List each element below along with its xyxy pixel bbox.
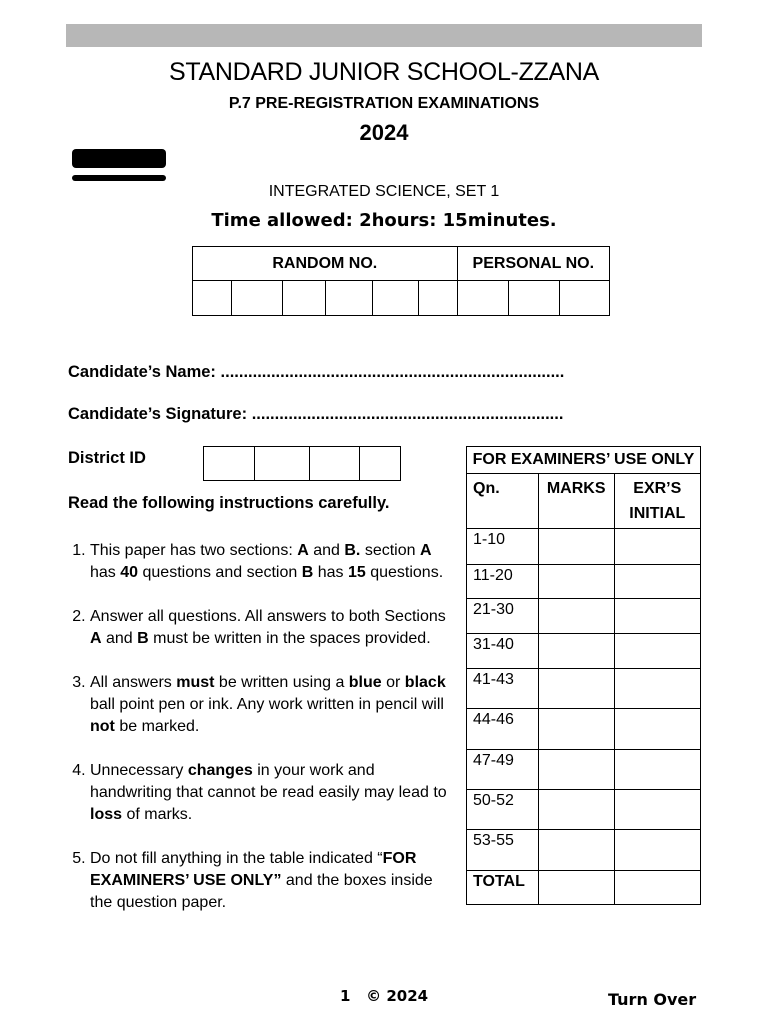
examiners-row <box>467 790 701 830</box>
initial-cell <box>614 750 700 790</box>
initial-cell <box>614 599 700 634</box>
personal-no-box[interactable] <box>457 281 508 316</box>
instruction-text: section <box>360 542 420 559</box>
examiners-row <box>467 709 701 750</box>
instruction-emphasis: B <box>301 564 314 581</box>
instructions-list <box>68 540 448 936</box>
total-marks-cell <box>538 871 614 905</box>
total-label: TOTAL <box>467 871 539 905</box>
time-allowed: Time allowed: 2hours: 15minutes. <box>211 210 557 231</box>
instruction-text: Do not fill anything in the table indicated “ <box>90 850 383 867</box>
col-marks-header: MARKS <box>538 474 614 529</box>
personal-no-box[interactable] <box>559 281 609 316</box>
instruction-item <box>90 760 448 826</box>
marks-cell <box>538 790 614 830</box>
exam-title: P.7 PRE-REGISTRATION EXAMINATIONS <box>228 95 540 112</box>
instruction-text: Unnecessary <box>90 762 188 779</box>
question-range: 21-30 <box>467 599 539 634</box>
district-id-label: District ID <box>68 449 146 467</box>
marks-cell <box>538 709 614 750</box>
instruction-text: of marks. <box>122 806 193 823</box>
examiners-row <box>467 669 701 709</box>
instruction-emphasis: changes <box>187 762 253 779</box>
question-range: 47-49 <box>467 750 539 790</box>
candidate-name-label: Candidate’s Name: <box>68 363 216 381</box>
question-range: 44-46 <box>467 709 539 750</box>
initial-cell <box>614 565 700 599</box>
instruction-text: questions. <box>365 564 444 581</box>
instructions-title: Read the following instructions carefully. <box>68 494 390 512</box>
header-bar <box>66 24 702 47</box>
instruction-text: must be written in the spaces provided. <box>148 630 431 647</box>
instruction-item <box>90 672 448 738</box>
district-id-box[interactable] <box>254 447 310 481</box>
random-no-box[interactable] <box>193 281 232 316</box>
question-range: 41-43 <box>467 669 539 709</box>
instruction-text: This paper has two sections: <box>90 542 298 559</box>
initial-cell <box>614 830 700 871</box>
random-no-box[interactable] <box>283 281 326 316</box>
marks-cell <box>538 529 614 565</box>
candidate-name-dots: ........................................................................... <box>220 363 565 381</box>
question-range: 53-55 <box>467 830 539 871</box>
redaction-bar <box>72 149 166 168</box>
candidate-name-field[interactable] <box>68 363 564 382</box>
personal-no-header: PERSONAL NO. <box>457 247 609 281</box>
redaction-underline <box>72 175 166 181</box>
district-id-box[interactable] <box>204 447 255 481</box>
random-no-box[interactable] <box>326 281 373 316</box>
candidate-signature-field[interactable] <box>68 405 563 424</box>
initial-cell <box>614 709 700 750</box>
col-qn-header: Qn. <box>467 474 539 529</box>
instruction-emphasis: must <box>176 674 215 691</box>
instruction-text: has <box>313 564 348 581</box>
subject-title: INTEGRATED SCIENCE, SET 1 <box>268 183 500 200</box>
instruction-emphasis: 40 <box>120 564 139 581</box>
examiners-table <box>466 446 701 905</box>
instruction-emphasis: A <box>419 542 432 559</box>
instruction-text: All answers <box>90 674 177 691</box>
initial-cell <box>614 634 700 669</box>
instruction-text: Answer all questions. All answers to both Sections <box>90 608 446 625</box>
marks-cell <box>538 750 614 790</box>
examiners-row <box>467 565 701 599</box>
initial-cell <box>614 790 700 830</box>
turn-over: Turn Over <box>608 990 697 1009</box>
question-range: 11-20 <box>467 565 539 599</box>
instruction-emphasis: blue <box>348 674 382 691</box>
col-initial-header: EXR’S INITIAL <box>614 474 700 529</box>
initial-cell <box>614 669 700 709</box>
question-range: 31-40 <box>467 634 539 669</box>
id-number-table <box>192 246 610 316</box>
random-no-box[interactable] <box>232 281 283 316</box>
random-no-box[interactable] <box>373 281 418 316</box>
instruction-text: be marked. <box>114 718 200 735</box>
page-number: 1 <box>340 987 351 1005</box>
question-range: 50-52 <box>467 790 539 830</box>
marks-cell <box>538 669 614 709</box>
district-id-box[interactable] <box>310 447 360 481</box>
total-initial-cell <box>614 871 700 905</box>
district-id-box[interactable] <box>360 447 401 481</box>
examiners-row <box>467 634 701 669</box>
marks-cell <box>538 634 614 669</box>
instruction-text: has <box>90 564 121 581</box>
instruction-item <box>90 848 448 914</box>
instruction-text: and the boxes inside the question paper. <box>90 872 433 911</box>
instruction-text: be written using a <box>214 674 349 691</box>
examiners-row <box>467 529 701 565</box>
candidate-signature-label: Candidate’s Signature: <box>68 405 248 423</box>
exam-year: 2024 <box>359 120 409 145</box>
instruction-item <box>90 540 448 584</box>
random-no-header: RANDOM NO. <box>193 247 458 281</box>
instruction-emphasis: A <box>90 630 102 647</box>
instruction-item <box>90 606 448 650</box>
instruction-text: or <box>381 674 405 691</box>
marks-cell <box>538 830 614 871</box>
marks-cell <box>538 599 614 634</box>
random-no-box[interactable] <box>418 281 457 316</box>
page-footer <box>340 987 428 1005</box>
initial-cell <box>614 529 700 565</box>
examiners-title: FOR EXAMINERS’ USE ONLY <box>467 447 701 474</box>
district-id-boxes <box>203 446 401 481</box>
instruction-emphasis: B. <box>344 542 361 559</box>
personal-no-box[interactable] <box>508 281 559 316</box>
instruction-text: in your work and handwriting that cannot be read easily may lead to <box>90 762 447 801</box>
copyright: © 2024 <box>366 987 429 1005</box>
instruction-text: questions and section <box>138 564 302 581</box>
instruction-emphasis: loss <box>90 806 123 823</box>
instruction-emphasis: 15 <box>347 564 366 581</box>
instruction-emphasis: not <box>90 718 115 735</box>
instruction-emphasis: FOR EXAMINERS’ USE ONLY” <box>90 850 417 889</box>
examiners-row <box>467 599 701 634</box>
instruction-emphasis: A <box>297 542 309 559</box>
instruction-text: and <box>308 542 345 559</box>
instruction-text: ball point pen or ink. Any work written in pencil will <box>90 696 444 713</box>
examiners-row <box>467 750 701 790</box>
instruction-text: and <box>101 630 138 647</box>
school-name: STANDARD JUNIOR SCHOOL-ZZANA <box>168 58 600 86</box>
instruction-emphasis: black <box>404 674 446 691</box>
candidate-signature-dots: .................................................................... <box>251 405 564 423</box>
instruction-emphasis: B <box>137 630 149 647</box>
examiners-row <box>467 830 701 871</box>
marks-cell <box>538 565 614 599</box>
question-range: 1-10 <box>467 529 539 565</box>
